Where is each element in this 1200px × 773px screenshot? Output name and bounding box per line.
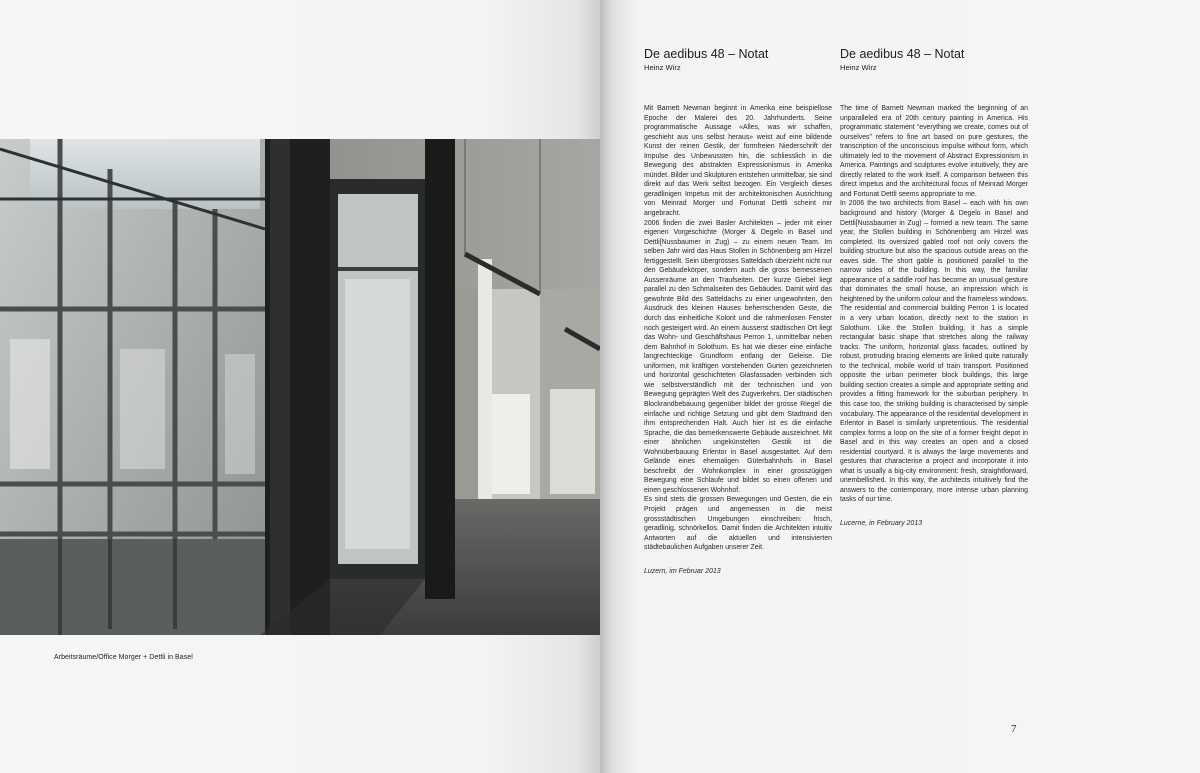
german-signoff: Luzern, im Februar 2013 [644,567,721,575]
english-signoff: Lucerne, in February 2013 [840,519,923,527]
english-author: Heinz Wirz [840,63,877,72]
german-paragraph: Es sind stets die grossen Bewegungen und Gesten, die ein Projekt prägen und angemessen in die meist grossstädtischen Umgebungen einschreiben: frisch, geradlinig, schnörkellos. Damit finden die Architekten intuitiv Antworten auf die aktuellen und intensivierten städtebaulichen Aufgaben unserer Zeit. [644,496,832,552]
german-column [644,46,832,577]
english-paragraph: The time of Barnett Newman marked the beginning of an unparalleled era of 20th century painting in America. His programmatic statement “everything we create, comes out of ourselves” refers to fine art based on pure gestures, the transcription of the unconscious impulse without form, which ultimately led to the movement of Abstract Expressionism in America. Paintings and sculptures evolve intuitively, they are directly related to the work itself. A comparison between this direct impetus and the architectural focus of Meinrad Morger and Fortunat Dettli seems appropriate to me. [840,105,1028,198]
english-column [840,46,1028,529]
photo-caption: Arbeitsräume/Office Morger + Dettli in Basel [54,654,193,661]
english-title: De aedibus 48 – Notat [840,47,965,61]
english-paragraph: In 2006 the two architects from Basel – each with his own background and history (Morger & Degelo in Basel and Dettli[Nussbaumer in Zug) – formed a new team. The same year, the Stollen building in Schönenberg am Hirzel was completed. Its oversized gabled roof not only covers the building structure but also the spacious outside areas on the eaves side. The short gable is positioned parallel to the narrow sides of the building. In this way, the familiar appearance of a saddle roof has become an unusual gesture that dominates the small house, an impression which is heightened by the uniform colour and the frameless windows. The residential and commercial building Perron 1 is located in a very urban location, directly next to the station in Solothurn. Like the Stollen building, it has a simple rectangular basic shape that stretches along the railway tracks. The uniform, horizontal glass facades, outlined by robust, protruding bracing elements are linked quite naturally to the technical, mobile world of train transport. Positioned opposite the urban perimeter block buildings, this large building section creates a simple and appropriate setting and provides a fitting framework for the suburban periphery. In this case too, the striking building is characterised by simple vocabulary. The appearance of the residential development in Erlentor in Basel is similarly unpretentious. The residential complex forms a loop on the site of a former freight depot in Basel and in this way creates an open and a closed residential courtyard. It is always the large movements and gestures that characterise a project and incorporate it into what is usually a big-city environment: fresh, straightforward, unembellished. In this way, the architects intuitively find the answers to the contemporary, more intense urban planning tasks of our time. [840,200,1028,504]
interior-photo [0,139,600,635]
german-title: De aedibus 48 – Notat [644,47,769,61]
german-author: Heinz Wirz [644,63,681,72]
german-paragraph: Mit Barnett Newman beginnt in Amerika eine beispiellose Epoche der Malerei des 20. Jahrhunderts. Seine programmatische Aussage «Alles, was wir schaffen, geschieht aus uns selbst heraus» weist auf eine bildende Kunst der reinen Gestik, der formfreien Niederschrift der Impulse des Unbewussten hin, die schliesslich in die Bewegung des abstrakten Expressionismus in Amerika mündet. Bilder und Skulpturen entstehen unmittelbar, sie sind direkt auf das Werk selbst bezogen. Ein Vergleich dieses geradlinigen Impetus mit der architektonischen Ausrichtung von Meinrad Morger und Fortunat Dettli scheint mir angebracht. [644,105,832,218]
german-body [644,104,832,553]
german-paragraph: 2006 finden die zwei Basler Architekten – jeder mit einer eigenen Vorgeschichte (Morger & Degelo in Basel und Dettli[Nussbaumer in Zug) – zu einem neuen Team. Im selben Jahr wird das Haus Stollen in Schönenberg am Hirzel fertiggestellt. Sein übergrosses Satteldach überzieht nicht nur den Gebäudekörper, sondern auch die gross bemessenen Aussenräume an den Traufseiten. Der kurze Giebel liegt parallel zu den Schmalseiten des Gebäudes. Damit wird das gewohnte Bild des Satteldachs zu einer ungewohnten, den Ausdruck des kleinen Hauses beherrschenden Geste, die durch das einheitliche Kolorit und die rahmenlosen Fenster noch gesteigert wird. An einem äusserst städtischen Ort liegt das Wohn- und Geschäftshaus Perron 1, unmittelbar neben dem Bahnhof in Solothurn. Es hat wie dieser eine einfache langrechteckige Grundform entlang der Geleise. Die uniformen, mit kräftigen vorstehenden Gurten gezeichneten und horizontal geschichteten Glasfassaden verbinden sich wie selbstverständlich mit der technischen und von Bewegung geprägten Welt des Zugverkehrs. Der städtischen Blockrandbebauung gegenüber bildet der grosse Riegel die einfache und richtige Setzung und gibt dem Stadtrand den ihm entsprechenden Halt. Auch hier ist es die einfache Sprache, die das bemerkenswerte Gebäude auszeichnet. Mit einer ähnlichen ungekünstelten Gestik ist die Wohnüberbauung Erlentor in Basel ausgestattet. Auf dem Gelände eines ehemaligen Güterbahnhofs in Basel beschreibt der Wohnkomplex in einer grosszügigen Bewegung eine Schlaufe und bildet so einen offenen und einen geschlossenen Wohnhof. [644,219,832,494]
office-interior-image [0,139,600,635]
page-number: 7 [1011,723,1017,735]
english-body [840,104,1028,505]
